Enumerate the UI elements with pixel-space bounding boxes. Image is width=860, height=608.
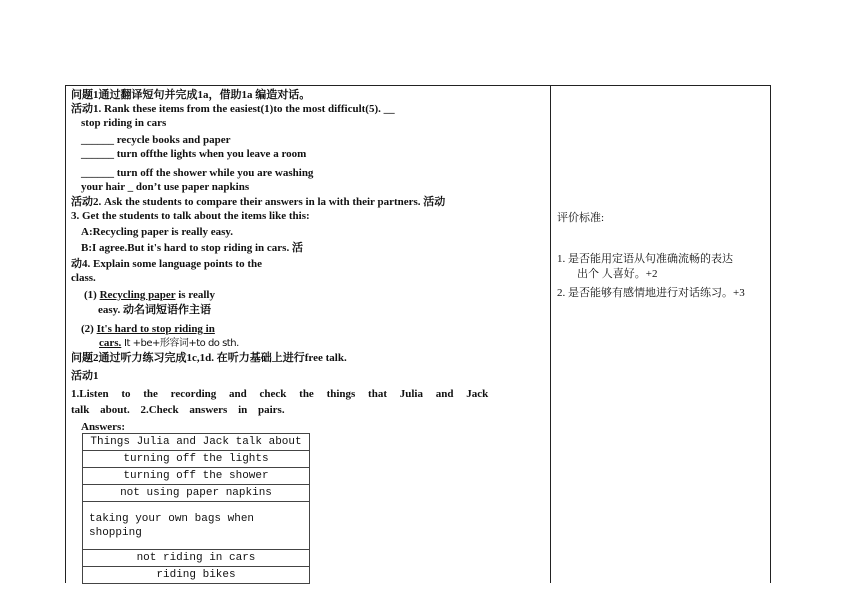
table-row: riding bikes (83, 567, 310, 584)
table-row: not using paper napkins (83, 485, 310, 502)
rank-item-0: stop riding in cars (81, 117, 167, 129)
point-1-number: (1) (84, 289, 97, 301)
question-1-title: 问题1通过翻译短句并完成1a，借助1a 编造对话。 (71, 89, 311, 101)
answers-table (82, 433, 310, 584)
activity-2: 活动2. Ask the students to compare their answers in la with their partners. 活动 (71, 196, 446, 208)
answers-table-header: Things Julia and Jack talk about (83, 434, 310, 451)
point-1-phrase: Recycling paper (99, 289, 176, 301)
table-row: taking your own bags when shopping (83, 502, 310, 550)
point-2-cont (99, 336, 239, 351)
activity-4-cont: class. (71, 272, 96, 284)
activity-3: 3. Get the students to talk about the items like this: (71, 210, 310, 222)
column-divider (550, 85, 551, 583)
answers-label: Answers: (81, 421, 125, 433)
point-1-rest: is really (178, 289, 215, 301)
question-2-title: 问题2通过听力练习完成1c,1d. 在听力基础上进行free talk. (71, 352, 347, 364)
activity-1: 活动1. Rank these items from the easiest(1)to the most difficult(5). __ (71, 103, 395, 115)
criterion-1: 1. 是否能用定语从句准确流畅的表达 (557, 253, 733, 265)
evaluation-title: 评价标准: (557, 212, 605, 224)
criterion-2: 2. 是否能够有感情地进行对话练习。+3 (557, 287, 745, 299)
rank-item-3: ______ turn off the shower while you are washing (81, 167, 314, 179)
rank-item-2: ______ turn offthe lights when you leave a room (81, 148, 307, 160)
point-2-phrase-end: cars. (99, 337, 122, 349)
point-2-pattern: It +be+形容词+to do sth. (124, 338, 239, 349)
point-2 (81, 322, 215, 336)
rank-item-1: ______ recycle books and paper (81, 134, 231, 146)
table-row: turning off the shower (83, 468, 310, 485)
listening-task-1: 1.Listen to the recording and check the things that Julia and Jack (71, 388, 489, 400)
criterion-1-cont: 出个 人喜好。+2 (577, 268, 658, 280)
table-row: not riding in cars (83, 550, 310, 567)
listening-task-2: talk about. 2.Check answers in pairs. (71, 404, 285, 416)
activity-4: 动4. Explain some language points to the (71, 258, 262, 270)
point-1 (84, 288, 215, 302)
point-1-note: easy. 动名词短语作主语 (98, 304, 212, 316)
dialog-b: B:I agree.But it's hard to stop riding in cars. 活 (81, 242, 303, 254)
table-row: turning off the lights (83, 451, 310, 468)
point-2-number: (2) (81, 323, 94, 335)
point-2-phrase: It's hard to stop riding in (96, 323, 215, 335)
listening-activity: 活动1 (71, 370, 99, 382)
rank-item-3-cont: your hair _ don’t use paper napkins (81, 181, 250, 193)
dialog-a: A:Recycling paper is really easy. (81, 226, 234, 238)
